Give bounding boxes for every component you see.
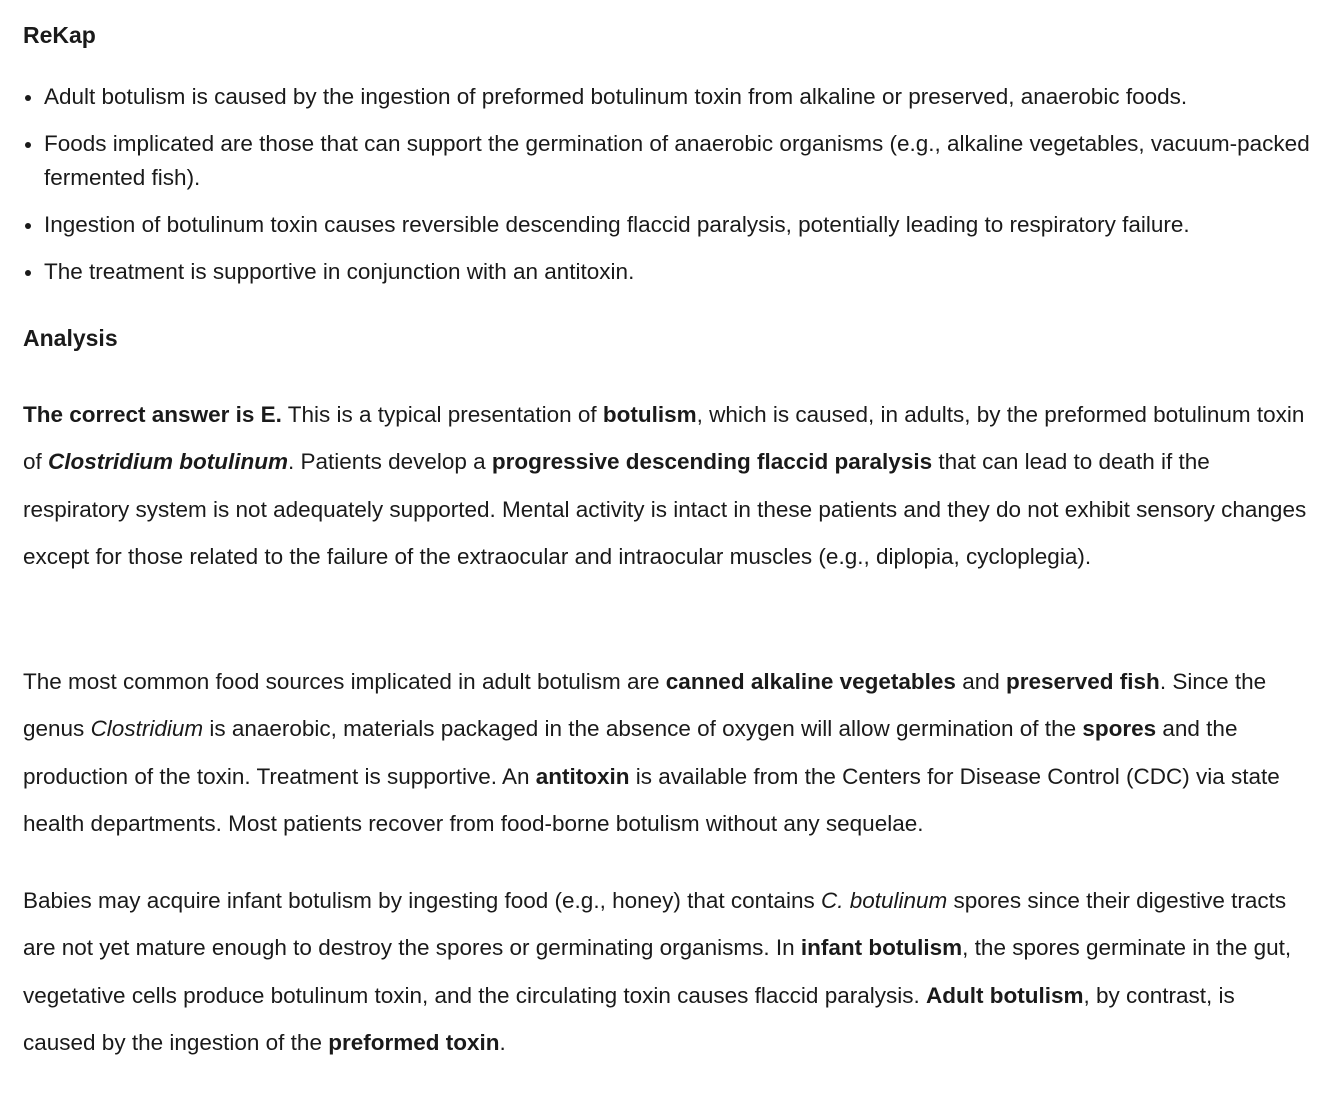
analysis-heading: Analysis xyxy=(23,325,118,351)
analysis-paragraph-1: The correct answer is E. This is a typical presentation of botulism, which is caused, in adults, by the preformed botulinum toxin of Clostridium botulinum. Patients develop a progressive descending flaccid paralysis that can lead to death if the respiratory system is not adequately supported. Mental activity is intact in these patients and they do not exhibit sensory changes except for those related to the failure of the extraocular and intraocular muscles (e.g., diplopia, cycloplegia). xyxy=(23,402,1307,570)
rekap-heading: ReKap xyxy=(23,22,96,48)
rekap-item: The treatment is supportive in conjunction with an antitoxin. xyxy=(23,255,1313,289)
analysis-paragraph-2: The most common food sources implicated in adult botulism are canned alkaline vegetables and preserved fish. Since the genus Clostridium is anaerobic, materials packaged in the absence of oxygen will allow germination of the spores and the production of the toxin. Treatment is supportive. An antitoxin is available from the Centers for Disease Control (CDC) via state health departments. Most patients recover from food-borne botulism without any sequelae. xyxy=(23,669,1280,837)
correct-answer-statement: The correct answer is E. xyxy=(23,402,282,427)
analysis-paragraph-3: Babies may acquire infant botulism by ingesting food (e.g., honey) that contains C. botulinum spores since their digestive tracts are not yet mature enough to destroy the spores or germinating organisms. In infant botulism, the spores germinate in the gut, vegetative cells produce botulinum toxin, and the circulating toxin causes flaccid paralysis. Adult botulism, by contrast, is caused by the ingestion of the preformed toxin. xyxy=(23,888,1292,1056)
rekap-item: Foods implicated are those that can support the germination of anaerobic organisms (e.g., alkaline vegetables, vacuum-packed fermented fish). xyxy=(23,127,1313,195)
rekap-item: Adult botulism is caused by the ingestion of preformed botulinum toxin from alkaline or preserved, anaerobic foods. xyxy=(23,80,1313,114)
rekap-list xyxy=(23,80,1313,302)
rekap-item: Ingestion of botulinum toxin causes reversible descending flaccid paralysis, potentially leading to respiratory failure. xyxy=(23,208,1313,242)
